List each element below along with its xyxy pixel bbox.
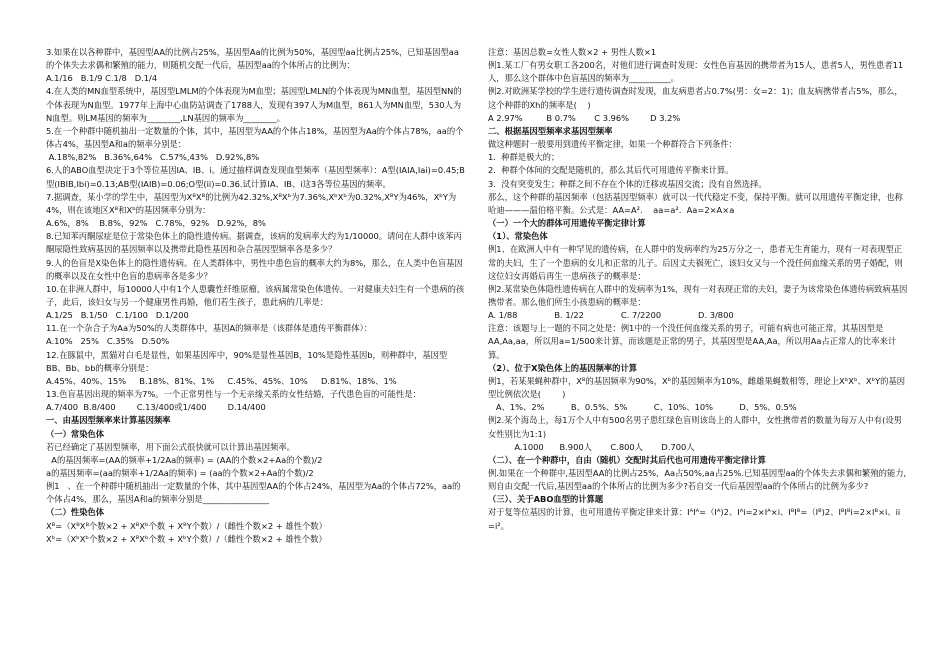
right-paragraph: 做这种题时一般要用到遗传平衡定律，如果一个种群符合下列条件： xyxy=(488,139,737,150)
left-paragraph: 例1 、在一个种群中随机抽出一定数量的个体，其中基因型AA的个体占24%，基因型为Aa的个体占72%，aa的个体占4%，那么，基因A和a的频率分别是________________ xyxy=(46,481,461,505)
right-answer-options: A、1%、2% B、0.5%、5% C、10%、10% D、5%、0.5% xyxy=(488,402,797,413)
right-paragraph: 2. 种群个体间的交配是随机的，那么其后代可用遗传平衡来计算。 xyxy=(488,165,734,176)
left-paragraph: 4.在人类的MN血型系统中，基因型LMLM的个体表现为M血型；基因型LMLN的个体表现为MN血型，基因型NN的个体表现为N血型。1977年上海中心血防站调查了1788人，发现有397人为M血型，861人为MN血型，530人为N血型。则LM基因的频率为________,LN基因的频率为________。 xyxy=(46,86,462,123)
left-paragraph: Xᵇ=（XᵇXᵇ个数×2 + XᴮXᵇ个数 + XᵇY个数）/（雌性个数×2 + 雄性个数） xyxy=(46,533,327,544)
left-paragraph: Xᴮ=（XᴮXᴮ个数×2 + XᴮXᵇ个数 + XᴮY个数）/（雌性个数×2 + 雄性个数） xyxy=(46,520,327,531)
right-paragraph: 1. 种群是极大的； xyxy=(488,152,560,163)
right-heading: （一）一个大的群体可用遗传平衡定律计算 xyxy=(488,218,646,229)
left-paragraph: 13.色盲基因出现的频率为7%。一个正常男性与一个无亲缘关系的女性结婚，子代患色盲的可能性是： A.7/400 B.8/400 C.13/400或1/400 D.14/400 xyxy=(46,389,435,413)
right-paragraph: 例1、在欧洲人中有一种罕见的遗传病，在人群中的发病率约为25万分之一，患者无生育能力，现有一对表现型正常的夫妇，生了一个患病的女儿和正常的儿子。后因丈夫祸死亡，该妇女又与一个没任何血缘关系的男子婚配，则这位妇女再婚后再生一患病孩子的概率是： xyxy=(488,244,903,281)
left-paragraph: 8.已知苯丙酮尿症是位于常染色体上的隐性遗传病。据调查，该病的发病率大约为1/10000。请问在人群中该苯丙酮尿隐性致病基因的基因频率以及携带此隐性基因和杂合基因型频率各是多少？ xyxy=(46,231,462,255)
left-paragraph: 9.人的色盲是X染色体上的隐性遗传病。在人类群体中，男性中患色盲的概率大约为8%，那么，在人类中色盲基因的概率以及在女性中色盲的患病率各是多少？ xyxy=(46,257,463,281)
right-heading: （1）、常染色体 xyxy=(488,231,548,242)
right-heading: （三）、关于ABO血型的计算题 xyxy=(488,494,604,505)
right-paragraph: 对于复等位基因的计算，也可用遗传平衡定律来计算：IᴬIᴬ=（Iᴬ)2、Iᴬi=2×Iᴬ×i、IᴮIᴮ=（Iᴮ)2、IᴮIᴮi=2×Iᴮ×i、ii =i²。 xyxy=(488,507,903,531)
left-paragraph: 5.在一个种群中随机抽出一定数量的个体，其中，基因型为AA的个体占18%，基因型为Aa的个体占78%，aa的个体占4%，基因型A和a的频率分别是： xyxy=(46,125,464,150)
left-column xyxy=(46,46,466,671)
left-answer-options: A.18%,82% B.36%,64% C.57%,43% D.92%,8% xyxy=(46,152,260,163)
left-paragraph: 10.在非洲人群中，每10000人中有1个人患囊性纤维原瘤，该病属常染色体遗传。一对健康夫妇生有一个患病的孩子，此后，该妇女与另一个健康男性再婚，他们若生孩子，患此病的几率是： xyxy=(46,283,465,307)
right-paragraph: 注意：该题与上一题的不同之处是：例1中的一个没任何血缘关系的男子，可能有病也可能正常，其基因型是AA,Aa,aa，所以用a=1/500来计算，而该题是正常的男子，其基因型是AA,Aa，所以用Aa占正常人的比率来计算。 xyxy=(488,323,897,360)
right-answer-options: A. 1/88 B. 1/22 C. 7/2200 D. 3/800 xyxy=(488,310,734,321)
left-paragraph: A的基因频率=(AA的频率+1/2Aa的频率) = (AA的个数×2+Aa的个数)/2 xyxy=(46,454,323,465)
left-paragraph: 若已经确定了基因型频率，用下面公式很快就可以计算出基因频率。 xyxy=(46,441,295,452)
left-paragraph: a的基因频率=(aa的频率+1/2Aa的频率) = (aa的个数×2+Aa的个数)/2 xyxy=(46,468,314,478)
left-heading: （二）性染色体 xyxy=(46,507,105,518)
left-paragraph: 3.如果在以各种群中，基因型AA的比例占25%，基因型Aa的比例为50%，基因型aa比例占25%，已知基因型aa的个体失去求偶和繁殖的能力，则随机交配一代后，基因型aa的个体所占的比例为： xyxy=(46,47,459,71)
left-answer-options: A.6%，8% B.8%，92% C.78%，92% D.92%，8% xyxy=(46,218,266,229)
right-paragraph: 注意：基因总数=女性人数×2 + 男性人数×1 xyxy=(488,47,657,57)
left-paragraph: 12.在豚鼠中，黑猫对白毛是显性，如果基因库中，90%是显性基因B，10%是隐性基因b，则种群中，基因型BB、Bb、bb的概率分别是： xyxy=(46,349,448,373)
right-paragraph: 例1.某工厂有男女职工各200名，对他们进行调查时发现：女性色盲基因的携带者为15人，患者5人，男性患者11人，那么这个群体中色盲基因的频率为__________。 xyxy=(488,60,904,84)
left-heading: （一）常染色体 xyxy=(46,428,105,439)
right-paragraph: 例2.某个海岛上，每1万个人中有500名男子患红绿色盲则该岛上的人群中，女性携带者的数量为每万人中有(设男女性别比为1:1) xyxy=(488,415,902,439)
right-answer-options: A.1000 B.900人 C.800人 D.700人 xyxy=(488,441,695,452)
right-paragraph: 3. 没有突变发生；种群之间不存在个体的迁移或基因交流；没有自然选择。 xyxy=(488,178,767,189)
right-paragraph: 例1，若某果蝇种群中，Xᴮ的基因频率为90%，Xᵇ的基因频率为10%，雌雄果蝇数相等，理论上XᵇXᵇ、XᵇY的基因型比例依次是( ) xyxy=(488,375,906,400)
left-paragraph: 6.人的ABO血型决定于3个等位基因IA、IB、i。通过抽样调查发现血型频率（基因型频率）：A型(IAIA,Iai)=0.45;B型(IBIB,Ibi)=0.13;AB型(IAIB)=0.06;O型(ii)=0.36.试计算IA、IB、i这3各等位基因的频率。 xyxy=(46,165,465,189)
right-heading: （2）、位于X染色体上的基因频率的计算 xyxy=(488,362,638,373)
left-heading: 一、由基因型频率来计算基因频率 xyxy=(46,415,171,426)
right-paragraph: 那么，这个种群的基因频率（包括基因型频率）就可以一代代稳定不变，保持平衡。就可以用遗传平衡定律，也称哈迪———温伯格平衡。公式是：AA=A². aa=a². Aa=2×A×a xyxy=(488,191,903,215)
left-paragraph: 11.在一个杂合子为Aa为50%的人类群体中，基因A的频率是（该群体是遗传平衡群体）： xyxy=(46,323,373,334)
left-answer-options: A.1/16 B.1/9 C.1/8 D.1/4 xyxy=(46,73,158,84)
right-paragraph: 例2.某常染色体隐性遗传病在人群中的发病率为1%，现有一对表现正常的夫妇，妻子为该常染色体遗传病致病基因携带者。那么他们所生小孩患病的概率是： xyxy=(488,283,908,307)
right-heading: （二）、在一个种群中，自由（随机）交配时其后代也可用遗传平衡定律计算 xyxy=(488,454,766,465)
right-paragraph: 例2.对欧洲某学校的学生进行遗传调查时发现，血友病患者占0.7%(男：女=2：1)；血友病携带者占5%，那么，这个种群的Xh的频率是( ) xyxy=(488,86,903,110)
left-paragraph: 7.据调查，某小学的学生中，基因型为XᴮXᴮ的比例为42.32%,XᴮXᵇ为7.36%,XᵇXᵇ为0.32%,XᴮY为46%，XᵇY为4%，则在该地区Xᴮ和Xᵇ的基因频率分别为： xyxy=(46,191,457,215)
left-answer-options: A.45%、40%、15% B.18%、81%、1% C.45%、45%、10% D.81%、18%、1% xyxy=(46,375,397,386)
right-column xyxy=(488,46,908,671)
right-heading: 二、根据基因型频率求基因型频率 xyxy=(488,125,613,136)
left-answer-options: A.10% 25% C.35% D.50% xyxy=(46,336,170,347)
right-answer-options: A 2.97% B 0.7% C 3.96% D 3.2% xyxy=(488,112,681,123)
right-paragraph: 例.如果在一个种群中,基因型AA的比例占25%，Aa占50%,aa占25%.已知基因型aa的个体失去求偶和繁殖的能力,则自由交配一代后,基因型aa的个体所占的比例为多少?若自交一代后基因型aa的个体所占的比例为多少? xyxy=(488,468,907,492)
left-answer-options: A.1/25 B.1/50 C.1/100 D.1/200 xyxy=(46,310,189,321)
